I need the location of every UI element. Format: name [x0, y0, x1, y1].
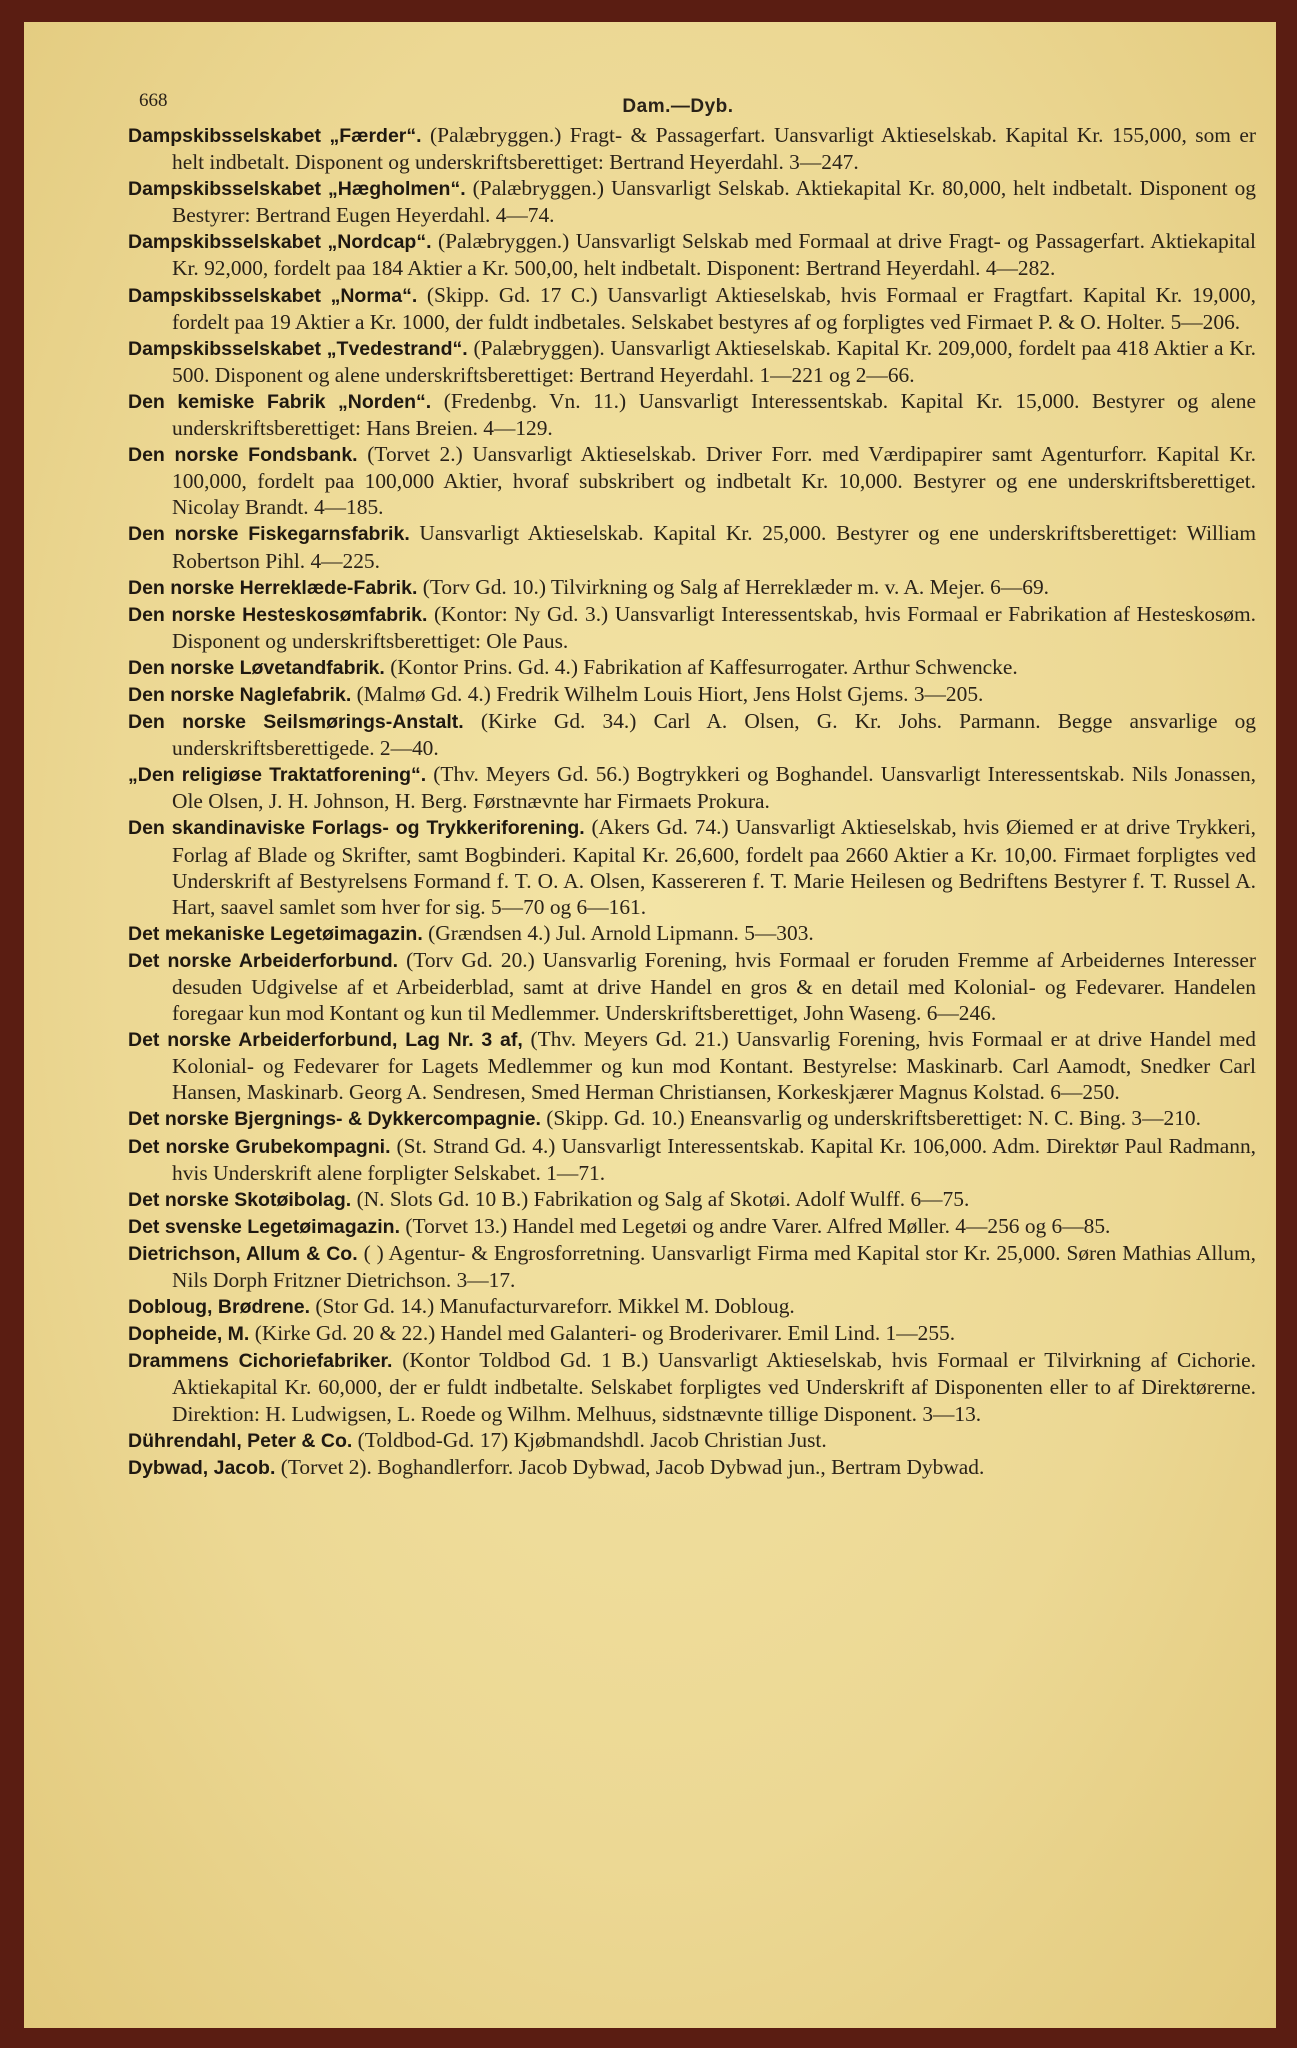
entry-text: Uansvarligt Aktieselskab. Kapital Kr. 25,000. Bestyrer og ene underskriftsberettiget: William Robertson Pihl. 4—225.	[172, 521, 1256, 573]
page-number: 668	[139, 90, 168, 111]
directory-entry	[128, 1213, 1256, 1240]
running-head: Dam.—Dyb.	[622, 96, 734, 117]
entry-text: (Akers Gd. 74.) Uansvarligt Aktieselskab, hvis Øiemed er at drive Trykkeri, Forlag af Blade og Skrifter, samt Bogbinderi. Kapital Kr. 26,600, fordelt paa 2660 Aktier a Kr. 10,00. Firmaet forpligtes ved Underskrift af Bestyrelsens Formand f. T. O. A. Olsen, Kassereren f. T. Marie Heilesen og Bedriftens Bestyrer f. T. Russel A. Hart, saavel samlet som hver for sig. 5—70 og 6—161.	[172, 815, 1256, 919]
directory-entry	[128, 175, 1256, 228]
directory-entry	[128, 1026, 1256, 1105]
entry-name: Dampskibsselskabet „Norma“.	[128, 284, 418, 307]
entry-text: (Palæbryggen). Uansvarligt Aktieselskab. Kapital Kr. 209,000, fordelt paa 418 Aktier a Kr. 500. Disponent og alene underskriftsberettiget: Bertrand Heyerdahl. 1—221 og 2—66.	[172, 335, 1256, 387]
directory-page	[24, 22, 1276, 2028]
entry-text: (Kirke Gd. 34.) Carl A. Olsen, G. Kr. Johs. Parmann. Begge ansvarlige og underskriftsberettigede. 2—40.	[172, 709, 1256, 761]
entry-name: Dampskibsselskabet „Tvedestrand“.	[128, 337, 468, 360]
entry-text: (Thv. Meyers Gd. 56.) Bogtrykkeri og Boghandel. Uansvarligt Interessentskab. Nils Jonassen, Ole Olsen, J. H. Johnson, H. Berg. Førstnævnte har Firmaets Prokura.	[172, 762, 1256, 814]
entry-text: (Palæbryggen.) Uansvarligt Selskab. Aktiekapital Kr. 80,000, helt indbetalt. Disponent og Bestyrer: Bertrand Eugen Heyerdahl. 4—74.	[172, 176, 1256, 228]
entry-text: (Malmø Gd. 4.) Fredrik Wilhelm Louis Hiort, Jens Holst Gjems. 3—205.	[356, 681, 984, 706]
entry-name: Dampskibsselskabet „Hægholmen“.	[128, 178, 466, 201]
entry-text: (N. Slots Gd. 10 B.) Fabrikation og Salg af Skotøi. Adolf Wulff. 6—75.	[356, 1186, 970, 1211]
directory-entry	[128, 681, 1256, 708]
entry-name: Dopheide, M.	[128, 1323, 250, 1346]
directory-entry	[128, 1347, 1256, 1426]
directory-entry	[128, 1427, 1256, 1454]
entry-name: Dampskibsselskabet „Færder“.	[128, 125, 422, 147]
page-header	[24, 72, 1276, 117]
directory-entry	[128, 1105, 1256, 1132]
entry-text: (Torvet 2.) Uansvarligt Aktieselskab. Driver Forr. med Værdipapirer samt Agenturforr. Kapital Kr. 100,000, fordelt paa 100,000 Aktier, hvoraf subskribert og indbetalt Kr. 10,000. Bestyrer og ene underskriftsberettiget. Nicolay Brandt. 4—185.	[172, 442, 1256, 520]
entry-text: (Kirke Gd. 20 & 22.) Handel med Galanteri- og Broderivarer. Emil Lind. 1—255.	[254, 1321, 956, 1346]
entry-name: Den kemiske Fabrik „Norden“.	[128, 390, 432, 413]
entry-name: „Den religiøse Traktatforening“.	[128, 764, 427, 787]
entry-name: Den norske Herreklæde-Fabrik.	[128, 576, 418, 599]
entry-text: (Grændsen 4.) Jul. Arnold Lipmann. 5—303.	[428, 920, 814, 945]
entry-name: Det norske Arbeiderforbund.	[128, 949, 399, 972]
directory-entry	[128, 1320, 1256, 1347]
directory-entry	[128, 520, 1256, 573]
entry-text: (Kontor: Ny Gd. 3.) Uansvarligt Interessentskab, hvis Formaal er Fabrikation af Hesteskosøm. Disponent og underskriftsberettiget: Ole Paus.	[172, 601, 1256, 653]
entry-name: Det mekaniske Legetøimagazin.	[128, 922, 423, 945]
directory-entry	[128, 920, 1256, 947]
entry-text: (Torv Gd. 10.) Tilvirkning og Salg af Herreklæder m. v. A. Mejer. 6—69.	[422, 574, 1050, 599]
entry-text: (Kontor Toldbod Gd. 1 B.) Uansvarligt Aktieselskab, hvis Formaal er Tilvirkning af Cichorie. Aktiekapital Kr. 60,000, der er fuldt indbetalte. Selskabet forpligtes ved Underskrift af Disponenten eller to af Direktørerne. Direktion: H. Ludwigsen, L. Roede og Wilhm. Melhuus, sidstnævnte tillige Disponent. 3—13.	[172, 1348, 1256, 1426]
directory-entry	[128, 654, 1256, 681]
directory-entry	[128, 761, 1256, 814]
directory-entry	[128, 228, 1256, 281]
directory-entry	[128, 388, 1256, 441]
entry-name: Det norske Arbeiderforbund, Lag Nr. 3 af,	[128, 1029, 523, 1052]
directory-entry	[128, 1293, 1256, 1320]
entry-name: Den norske Seilsmørings-Anstalt.	[128, 711, 464, 734]
entry-text: (Fredenbg. Vn. 11.) Uansvarligt Interessentskab. Kapital Kr. 15,000. Bestyrer og alene underskriftsberettiget: Hans Breien. 4—129.	[172, 388, 1256, 441]
entry-name: Den norske Hesteskosømfabrik.	[128, 603, 428, 626]
directory-entry	[128, 601, 1256, 654]
entry-text: (Kontor Prins. Gd. 4.) Fabrikation af Kaffesurrogater. Arthur Schwencke.	[390, 654, 1018, 679]
entry-name: Den norske Naglefabrik.	[128, 683, 352, 706]
directory-entry	[128, 814, 1256, 919]
directory-entry	[128, 574, 1256, 601]
directory-entry	[128, 282, 1256, 335]
entry-text: (Palæbryggen.) Uansvarligt Selskab med Formaal at drive Fragt- og Passagerfart. Aktiekapital Kr. 92,000, fordelt paa 184 Aktier a Kr. 500,00, helt indbetalt. Disponent: Bertrand Heyerdahl. 4—282.	[172, 229, 1256, 281]
entry-text: (Palæbryggen.) Fragt- & Passagerfart. Uansvarligt Aktieselskab. Kapital Kr. 155,000, som er helt indbetalt. Disponent og underskriftsberettiget: Bertrand Heyerdahl. 3—247.	[172, 123, 1257, 175]
entry-name: Det norske Grubekompagni.	[128, 1135, 391, 1158]
entry-name: Drammens Cichoriefabriker.	[128, 1350, 393, 1373]
entry-name: Den norske Fiskegarnsfabrik.	[128, 523, 410, 546]
directory-entry	[128, 441, 1256, 520]
entry-name: Dampskibsselskabet „Nordcap“.	[128, 231, 432, 254]
entry-text: (Stor Gd. 14.) Manufacturvareforr. Mikkel M. Dobloug.	[315, 1294, 795, 1319]
entry-text: (Toldbod-Gd. 17) Kjøbmandshdl. Jacob Christian Just.	[357, 1427, 827, 1452]
directory-entry	[128, 335, 1256, 388]
entry-text: (Skipp. Gd. 17 C.) Uansvarligt Aktieselskab, hvis Formaal er Fragtfart. Kapital Kr. 19,000, fordelt paa 19 Aktier a Kr. 1000, der fuldt indbetales. Selskabet bestyres af og forpligtes ved Firmaet P. & O. Holter. 5—206.	[172, 282, 1256, 334]
entry-text: (Skipp. Gd. 10.) Eneansvarlig og underskriftsberettiget: N. C. Bing. 3—210.	[546, 1106, 1201, 1131]
entry-text: (St. Strand Gd. 4.) Uansvarligt Interessentskab. Kapital Kr. 106,000. Adm. Direktør Paul Radmann, hvis Underskrift alene forpligter Selskabet. 1—71.	[172, 1133, 1256, 1185]
entry-text: (Torvet 2). Boghandlerforr. Jacob Dybwad, Jacob Dybwad jun., Bertram Dybwad.	[280, 1454, 985, 1479]
directory-entry	[128, 708, 1256, 761]
directory-entries	[128, 122, 1256, 1481]
entry-text: (Torv Gd. 20.) Uansvarlig Forening, hvis Formaal er foruden Fremme af Arbeidernes Interesser desuden Udgivelse af et Arbeiderblad, samt at drive Handel en gros & en detail med Kolonial- og Fedevarer. Handelen foregaar kun mod Kontant og kun til Medlemmer. Underskriftsberettiget, John Waseng. 6—246.	[172, 947, 1256, 1026]
entry-text: (Thv. Meyers Gd. 21.) Uansvarlig Forening, hvis Formaal er at drive Handel med Kolonial- og Fedevarer for Lagets Medlemmer og kun mod Kontant. Bestyrelse: Maskinarb. Carl Aamodt, Snedker Carl Hansen, Maskinarb. Georg A. Sendresen, Smed Herman Christiansen, Korkeskjærer Magnus Kolstad. 6—250.	[172, 1027, 1256, 1105]
directory-entry	[128, 1133, 1256, 1186]
entry-name: Det svenske Legetøimagazin.	[128, 1215, 401, 1238]
directory-entry	[128, 122, 1256, 175]
entry-name: Dührendahl, Peter & Co.	[128, 1429, 353, 1452]
directory-entry	[128, 1454, 1256, 1481]
entry-name: Den norske Løvetandfabrik.	[128, 656, 385, 679]
entry-name: Det norske Skotøibolag.	[128, 1188, 352, 1211]
directory-entry	[128, 1186, 1256, 1213]
entry-name: Den skandinaviske Forlags- og Trykkeriforening.	[128, 817, 585, 840]
directory-entry	[128, 1240, 1256, 1293]
entry-text: (Torvet 13.) Handel med Legetøi og andre Varer. Alfred Møller. 4—256 og 6—85.	[405, 1213, 1111, 1238]
entry-name: Den norske Fondsbank.	[128, 444, 358, 467]
entry-text: ( ) Agentur- & Engrosforretning. Uansvarligt Firma med Kapital stor Kr. 25,000. Søren Mathias Allum, Nils Dorph Fritzner Dietrichson. 3—17.	[172, 1240, 1256, 1293]
entry-name: Dybwad, Jacob.	[128, 1456, 276, 1479]
directory-entry	[128, 947, 1256, 1026]
entry-name: Dobloug, Brødrene.	[128, 1296, 310, 1319]
entry-name: Det norske Bjergnings- & Dykkercompagnie.	[128, 1108, 541, 1131]
entry-name: Dietrichson, Allum & Co.	[128, 1242, 358, 1265]
